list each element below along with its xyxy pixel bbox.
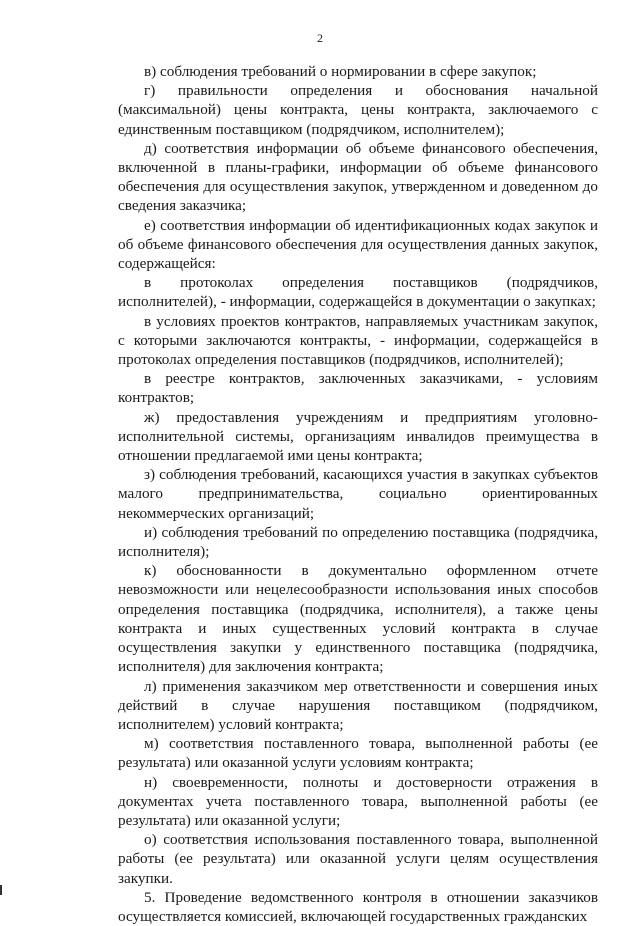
paragraph-g: г) правильности определения и обоснования начальной (максимальной) цены контракта, цены контракта, заключаемого с единственным поставщиком (подрядчиком, исполнителем); <box>118 82 598 138</box>
paragraph-o: о) соответствия использования поставленного товара, выполненной работы (ее результата) или оказанной услуги целям осуществления закупки. <box>118 831 598 887</box>
paragraph-v: в) соблюдения требований о нормировании в сфере закупок; <box>144 63 537 80</box>
paragraph-e-protocols: в протоколах определения поставщиков (подрядчиков, исполнителей), - информации, содержащейся в документации о закупках; <box>118 274 598 311</box>
paragraph-i: и) соблюдения требований по определению поставщика (подрядчика, исполнителя); <box>118 523 598 561</box>
scan-edge-mark <box>0 885 2 895</box>
paragraph-n: н) своевременности, полноты и достоверности отражения в документах учета поставленного товара, выполненной работы (ее результата) или оказанной услуги; <box>118 773 598 829</box>
paragraph-e: е) соответствия информации об идентификационных кодах закупок и об объеме финансового обеспечения для осуществления данных закупок, содержащейся: <box>118 216 598 273</box>
paragraph-d: д) соответствия информации об объеме финансового обеспечения, включенной в планы-графики, информации об объеме финансового обеспечения для осуществления закупок, утвержденном и доведенном до сведения заказчика; <box>118 139 598 215</box>
paragraph-z: з) соблюдения требований, касающихся участия в закупках субъектов малого предпринимательства, социально ориентированных некоммерческих организаций; <box>118 466 598 522</box>
paragraph-k: к) обоснованности в документально оформленном отчете невозможности или нецелесообразности использования иных способов определения поставщика (подрядчика, исполнителя), а также цены контракта и иных существенных условий контракта в случае осуществления закупки у единственного поставщика (подрядчика, исполнителя) для заключения контракта; <box>118 562 598 676</box>
paragraph-e-contract-drafts: в условиях проектов контрактов, направляемых участникам закупок, с которыми заключаются контракты, - информации, содержащейся в протоколах определения поставщиков (подрядчиков, исполнителей); <box>118 312 598 369</box>
paragraph-zh: ж) предоставления учреждениям и предприятиям уголовно-исполнительной системы, организациям инвалидов преимущества в отношении предлагаемой ими цены контракта; <box>118 408 598 465</box>
paragraph-l: л) применения заказчиком мер ответственности и совершения иных действий в случае нарушения поставщиком (подрядчиком, исполнителем) условий контракта; <box>118 677 598 733</box>
paragraph-e-registry: в реестре контрактов, заключенных заказчиками, - условиям контрактов; <box>118 370 598 407</box>
document-body <box>118 62 598 926</box>
paragraph-m: м) соответствия поставленного товара, выполненной работы (ее результата) или оказанной услуги условиям контракта; <box>118 735 598 772</box>
page-number: 2 <box>317 31 323 45</box>
paragraph-5: 5. Проведение ведомственного контроля в отношении заказчиков осуществляется комиссией, включающей государственных гражданских <box>118 888 598 925</box>
